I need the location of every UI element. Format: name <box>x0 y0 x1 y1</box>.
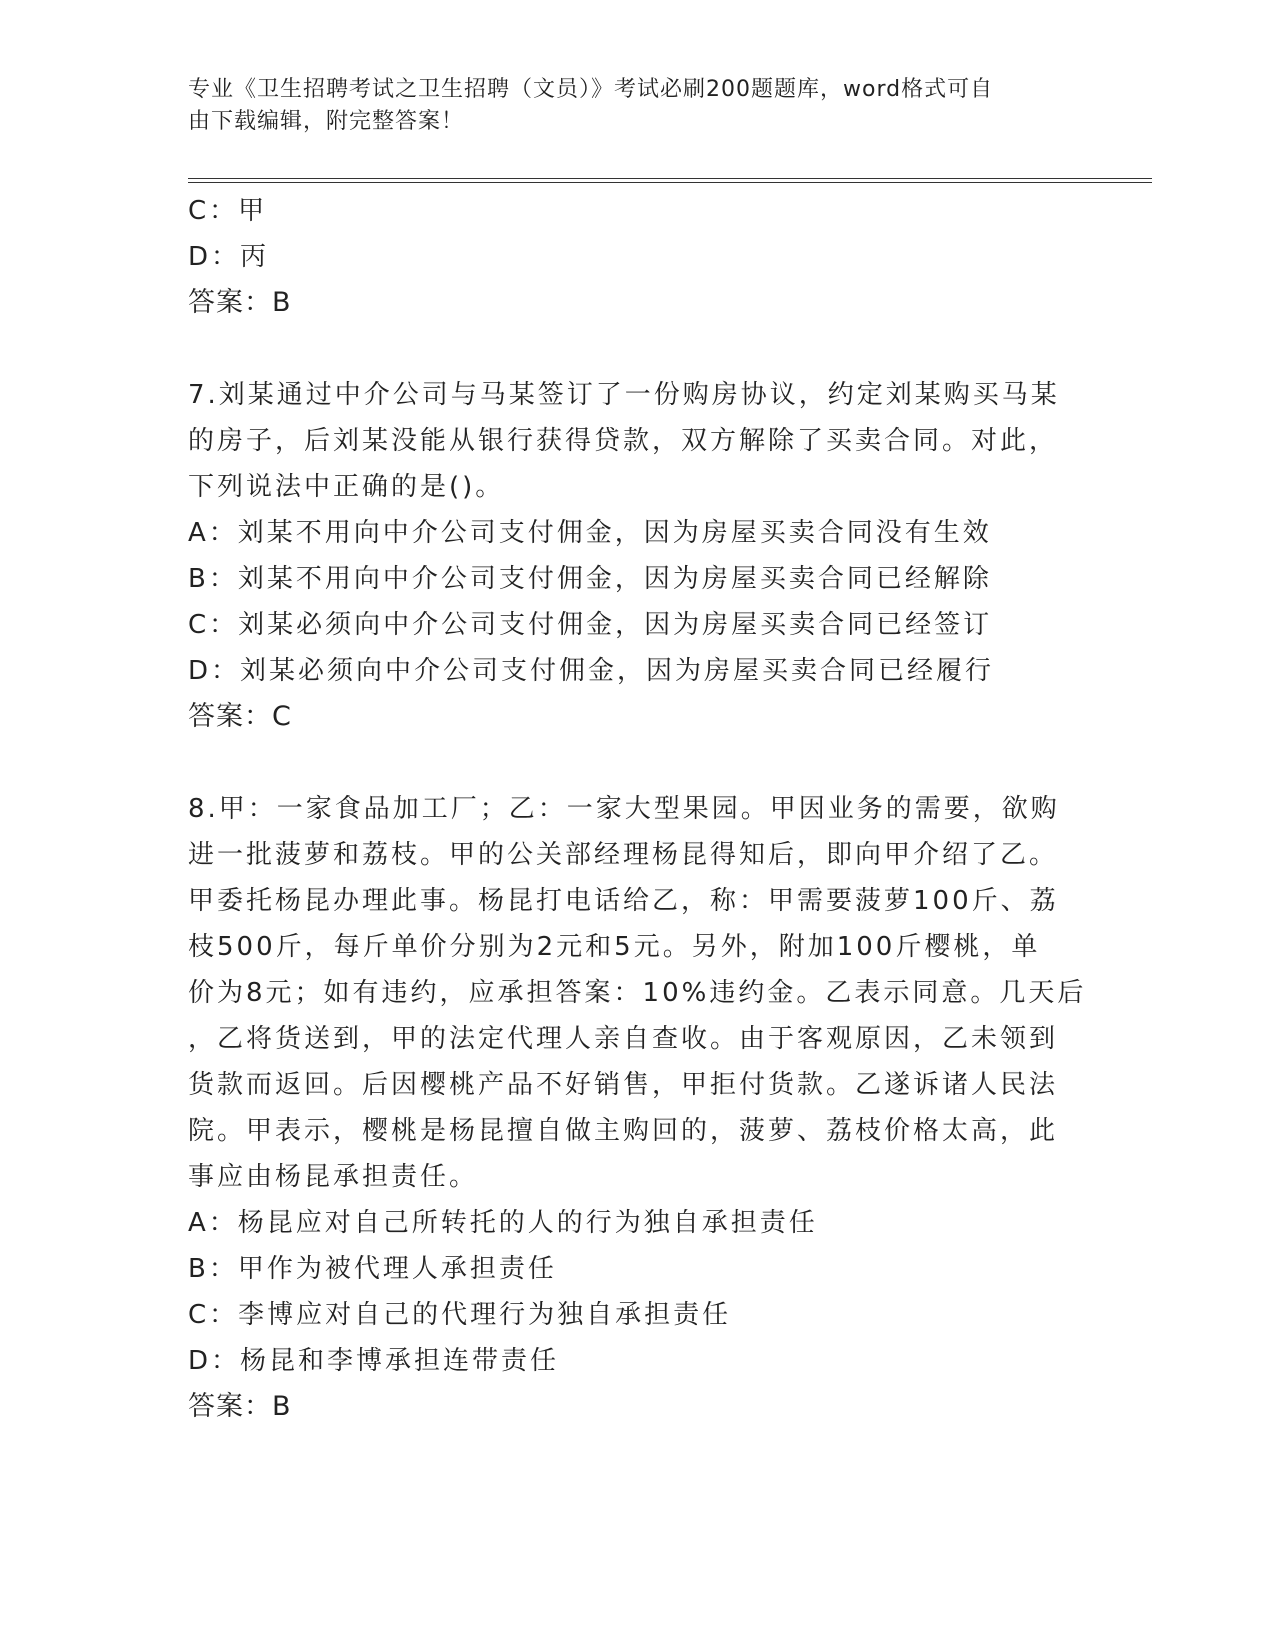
question-stem-line: 事应由杨昆承担责任。 <box>188 1162 479 1192</box>
option-d: D：刘某必须向中介公司支付佣金，因为房屋买卖合同已经履行 <box>188 656 995 686</box>
spacer <box>188 326 1088 372</box>
spacer <box>188 740 1088 786</box>
previous-question-tail <box>188 188 1088 326</box>
question-stem-line: 8.甲：一家食品加工厂；乙：一家大型果园。甲因业务的需要，欲购 <box>188 794 1060 824</box>
question-stem-line: 院。甲表示，樱桃是杨昆擅自做主购回的，菠萝、荔枝价格太高，此 <box>188 1116 1059 1146</box>
question-stem-line: ，乙将货送到，甲的法定代理人亲自查收。由于客观原因，乙未领到 <box>188 1024 1059 1054</box>
question-7 <box>188 372 1088 740</box>
question-stem-line: 的房子，后刘某没能从银行获得贷款，双方解除了买卖合同。对此， <box>188 426 1059 456</box>
question-stem-line: 枝500斤，每斤单价分别为2元和5元。另外，附加100斤樱桃，单 <box>188 932 1041 962</box>
option-a: A：杨昆应对自己所转托的人的行为独自承担责任 <box>188 1208 818 1238</box>
answer-line: 答案：C <box>188 701 292 732</box>
option-b: B：甲作为被代理人承担责任 <box>188 1254 557 1284</box>
question-stem-line: 货款而返回。后因樱桃产品不好销售，甲拒付货款。乙遂诉诸人民法 <box>188 1070 1059 1100</box>
header-title-line-2: 由下载编辑，附完整答案！ <box>188 109 465 134</box>
option-c: C：甲 <box>188 196 268 226</box>
question-stem-line: 下列说法中正确的是()。 <box>188 472 505 502</box>
answer-line: 答案：B <box>188 287 292 318</box>
answer-line: 答案：B <box>188 1391 292 1422</box>
option-d: D：杨昆和李博承担连带责任 <box>188 1346 560 1376</box>
option-a: A：刘某不用向中介公司支付佣金，因为房屋买卖合同没有生效 <box>188 518 992 548</box>
option-c: C：李博应对自己的代理行为独自承担责任 <box>188 1300 732 1330</box>
option-b: B：刘某不用向中介公司支付佣金，因为房屋买卖合同已经解除 <box>188 564 992 594</box>
header-title-line-1: 专业《卫生招聘考试之卫生招聘（文员）》考试必刷200题题库，word格式可自 <box>188 77 994 102</box>
question-stem-line: 价为8元；如有违约，应承担答案：10%违约金。乙表示同意。几天后 <box>188 978 1087 1008</box>
header-divider-bottom <box>188 182 1152 183</box>
question-stem-line: 进一批菠萝和荔枝。甲的公关部经理杨昆得知后，即向甲介绍了乙。 <box>188 840 1059 870</box>
question-stem-line: 7.刘某通过中介公司与马某签订了一份购房协议，约定刘某购买马某 <box>188 380 1060 410</box>
question-stem-line: 甲委托杨昆办理此事。杨昆打电话给乙，称：甲需要菠萝100斤、荔 <box>188 886 1059 916</box>
option-d: D：丙 <box>188 242 270 272</box>
question-8 <box>188 786 1088 1430</box>
document-body <box>188 188 1088 1430</box>
header-divider-top <box>188 178 1152 179</box>
document-header <box>188 74 1068 138</box>
option-c: C：刘某必须向中介公司支付佣金，因为房屋买卖合同已经签订 <box>188 610 993 640</box>
